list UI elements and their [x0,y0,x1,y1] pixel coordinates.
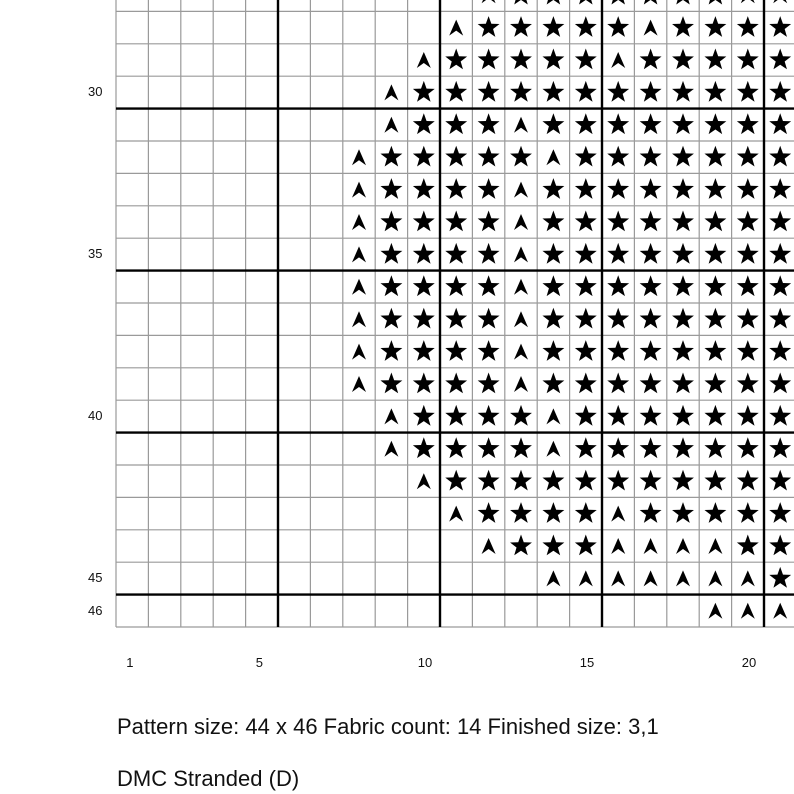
star-symbol [510,146,532,167]
star-symbol [737,535,759,556]
star-symbol [704,243,726,264]
star-symbol [704,275,726,296]
star-symbol [445,275,467,296]
star-symbol [575,308,597,329]
star-symbol [445,470,467,491]
star-symbol [640,502,662,523]
star-symbol [769,405,791,426]
star-symbol [542,470,564,491]
star-symbol [607,16,629,37]
star-symbol [542,178,564,199]
star-symbol [413,437,435,458]
arrow-symbol [384,117,398,133]
star-symbol [542,308,564,329]
star-symbol [769,146,791,167]
star-symbol [769,340,791,361]
star-symbol [704,405,726,426]
star-symbol [737,470,759,491]
star-symbol [769,81,791,102]
star-symbol [478,437,500,458]
star-symbol [575,113,597,134]
star-symbol [769,502,791,523]
star-symbol [737,178,759,199]
star-symbol [575,178,597,199]
star-symbol [737,243,759,264]
star-symbol [737,502,759,523]
arrow-symbol [514,279,528,295]
star-symbol [575,340,597,361]
star-symbol [575,437,597,458]
arrow-symbol [708,570,722,586]
star-symbol [542,81,564,102]
star-symbol [769,470,791,491]
star-symbol [478,49,500,70]
column-number-label: 1 [126,655,134,670]
column-number-label: 5 [255,655,264,670]
row-number-label: 46 [88,602,103,618]
star-symbol [737,275,759,296]
star-symbol [575,81,597,102]
star-symbol [510,16,532,37]
column-number-label: 15 [579,655,595,670]
star-symbol [640,0,662,5]
star-symbol [413,340,435,361]
arrow-symbol [546,408,560,424]
star-symbol [704,16,726,37]
star-symbol [542,113,564,134]
star-symbol [607,211,629,232]
star-symbol [380,178,402,199]
star-symbol [445,243,467,264]
star-symbol [510,470,532,491]
star-symbol [445,113,467,134]
star-symbol [510,49,532,70]
star-symbol [672,81,694,102]
star-symbol [769,275,791,296]
star-symbol [445,340,467,361]
star-symbol [769,373,791,394]
arrow-symbol [514,246,528,262]
star-symbol [640,178,662,199]
star-symbol [478,405,500,426]
star-symbol [640,437,662,458]
star-symbol [575,16,597,37]
star-symbol [704,81,726,102]
star-symbol [640,340,662,361]
arrow-symbol [352,279,366,295]
arrow-symbol [352,182,366,198]
arrow-symbol [352,344,366,360]
star-symbol [445,81,467,102]
star-symbol [672,340,694,361]
star-symbol [478,81,500,102]
star-symbol [510,535,532,556]
row-number-label: 30 [88,84,103,100]
star-symbol [704,113,726,134]
star-symbol [672,437,694,458]
arrow-symbol [514,344,528,360]
star-symbol [769,308,791,329]
star-symbol [478,308,500,329]
star-symbol [575,243,597,264]
star-symbol [478,16,500,37]
star-symbol [413,373,435,394]
row-number-label: 40 [88,408,103,424]
thread-brand-line: DMC Stranded (D) [117,766,300,791]
star-symbol [769,243,791,264]
star-symbol [575,49,597,70]
arrow-symbol [352,246,366,262]
arrow-symbol [514,376,528,392]
arrow-symbol [741,570,755,586]
star-symbol [737,373,759,394]
star-symbol [672,275,694,296]
star-symbol [640,470,662,491]
star-symbol [640,373,662,394]
arrow-symbol [384,441,398,457]
star-symbol [478,113,500,134]
star-symbol [672,0,694,5]
star-symbol [640,243,662,264]
star-symbol [640,113,662,134]
star-symbol [478,243,500,264]
star-symbol [542,49,564,70]
arrow-symbol [514,311,528,327]
arrow-symbol [514,182,528,198]
star-symbol [478,502,500,523]
star-symbol [510,502,532,523]
star-symbol [413,211,435,232]
star-symbol [510,405,532,426]
arrow-symbol [644,570,658,586]
star-symbol [542,373,564,394]
star-symbol [510,0,532,5]
arrow-symbol [352,311,366,327]
column-number-label: 10 [417,655,433,670]
star-symbol [413,405,435,426]
arrow-symbol [773,0,787,3]
star-symbol [704,49,726,70]
arrow-symbol [514,214,528,230]
star-symbol [478,373,500,394]
star-symbol [672,49,694,70]
star-symbol [510,81,532,102]
star-symbol [607,81,629,102]
star-symbol [640,405,662,426]
star-symbol [607,308,629,329]
star-symbol [575,146,597,167]
star-symbol [445,178,467,199]
star-symbol [380,308,402,329]
star-symbol [575,275,597,296]
star-symbol [704,437,726,458]
star-symbol [575,0,597,5]
arrow-symbol [546,570,560,586]
star-symbol [737,340,759,361]
arrow-symbol [449,20,463,36]
star-symbol [413,275,435,296]
star-symbol [737,437,759,458]
star-symbol [478,340,500,361]
star-symbol [413,146,435,167]
arrow-symbol [482,538,496,554]
star-symbol [737,113,759,134]
star-symbol [640,81,662,102]
arrow-symbol [676,538,690,554]
star-symbol [478,178,500,199]
arrow-symbol [611,538,625,554]
star-symbol [607,340,629,361]
star-symbol [478,211,500,232]
arrow-symbol [482,0,496,3]
star-symbol [704,211,726,232]
star-symbol [445,373,467,394]
star-symbol [704,146,726,167]
star-symbol [413,243,435,264]
star-symbol [737,49,759,70]
arrow-symbol [449,506,463,522]
arrow-symbol [352,376,366,392]
star-symbol [380,275,402,296]
arrow-symbol [644,20,658,36]
star-symbol [672,470,694,491]
arrow-symbol [546,441,560,457]
star-symbol [542,16,564,37]
star-symbol [640,308,662,329]
star-symbol [672,113,694,134]
star-symbol [575,535,597,556]
star-symbol [413,81,435,102]
star-symbol [445,437,467,458]
star-symbol [542,211,564,232]
star-symbol [704,0,726,5]
star-symbol [737,16,759,37]
star-symbol [510,437,532,458]
star-symbol [380,211,402,232]
star-symbol [672,211,694,232]
arrow-symbol [384,408,398,424]
arrow-symbol [611,52,625,68]
pattern-info-line: Pattern size: 44 x 46 Fabric count: 14 Finished size: 3,1 [117,714,659,739]
star-symbol [445,211,467,232]
star-symbol [704,502,726,523]
star-symbol [704,470,726,491]
star-symbol [704,308,726,329]
star-symbol [542,535,564,556]
star-symbol [672,405,694,426]
star-symbol [640,146,662,167]
arrow-symbol [352,149,366,165]
star-symbol [769,178,791,199]
arrow-symbol [417,52,431,68]
star-symbol [380,340,402,361]
arrow-symbol [773,603,787,619]
star-symbol [769,16,791,37]
star-symbol [575,405,597,426]
row-number-label: 45 [88,570,103,586]
arrow-symbol [417,473,431,489]
star-symbol [704,340,726,361]
arrow-symbol [611,570,625,586]
star-symbol [413,178,435,199]
arrow-symbol [676,570,690,586]
star-symbol [445,308,467,329]
star-symbol [769,535,791,556]
column-number-label: 20 [741,655,757,670]
star-symbol [478,146,500,167]
star-symbol [737,211,759,232]
arrow-symbol [708,603,722,619]
arrow-symbol [741,603,755,619]
star-symbol [737,146,759,167]
arrow-symbol [514,117,528,133]
arrow-symbol [611,506,625,522]
star-symbol [542,0,564,5]
star-symbol [413,113,435,134]
row-number-label: 35 [88,246,103,262]
star-symbol [607,275,629,296]
arrow-symbol [579,570,593,586]
star-symbol [769,49,791,70]
star-symbol [672,146,694,167]
star-symbol [607,373,629,394]
star-symbol [672,373,694,394]
arrow-symbol [741,0,755,3]
arrow-symbol [384,84,398,100]
arrow-symbol [352,214,366,230]
star-symbol [672,308,694,329]
star-symbol [542,340,564,361]
star-symbol [445,49,467,70]
star-symbol [380,243,402,264]
star-symbol [640,49,662,70]
star-symbol [737,405,759,426]
star-symbol [575,373,597,394]
star-symbol [380,146,402,167]
star-symbol [737,81,759,102]
star-symbol [640,275,662,296]
star-symbol [542,243,564,264]
star-symbol [607,243,629,264]
star-symbol [737,308,759,329]
star-symbol [704,373,726,394]
star-symbol [607,146,629,167]
star-symbol [672,502,694,523]
star-symbol [607,178,629,199]
star-symbol [704,178,726,199]
arrow-symbol [546,149,560,165]
star-symbol [769,567,791,588]
star-symbol [445,146,467,167]
star-symbol [575,470,597,491]
star-symbol [478,275,500,296]
star-symbol [672,178,694,199]
star-symbol [542,275,564,296]
star-symbol [445,405,467,426]
star-symbol [607,113,629,134]
arrow-symbol [708,538,722,554]
arrow-symbol [644,538,658,554]
star-symbol [607,470,629,491]
star-symbol [607,0,629,5]
star-symbol [769,113,791,134]
star-symbol [769,437,791,458]
star-symbol [607,437,629,458]
star-symbol [542,502,564,523]
star-symbol [672,243,694,264]
star-symbol [575,211,597,232]
star-symbol [640,211,662,232]
star-symbol [575,502,597,523]
star-symbol [380,373,402,394]
star-symbol [672,16,694,37]
star-symbol [607,405,629,426]
star-symbol [478,470,500,491]
star-symbol [413,308,435,329]
star-symbol [769,211,791,232]
